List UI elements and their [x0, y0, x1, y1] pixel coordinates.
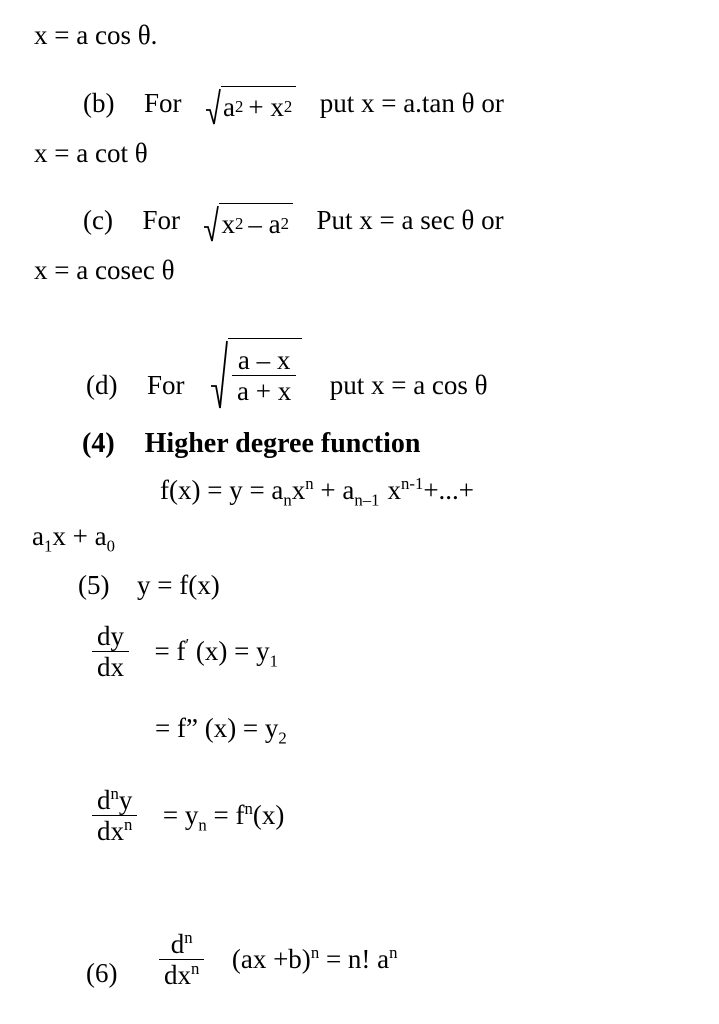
label-b: (b) [83, 88, 115, 119]
six-denominator: $dx^n$ [159, 959, 204, 989]
fraction-dn-over-dxn [159, 930, 204, 990]
radical-sign-icon [210, 338, 228, 410]
radicand-d [228, 338, 302, 410]
line-polynomial-tail: $a_1x + a_0$ [32, 521, 115, 556]
line-x-equals-a-cosec-theta: x = a cosec θ [34, 255, 175, 285]
radical-sign-icon [203, 203, 219, 243]
radicand-b: a 2 + x 2 [221, 86, 296, 126]
line-nth-derivative [92, 786, 284, 846]
line-first-derivative [92, 622, 278, 682]
label-6: (6) [86, 958, 118, 989]
text-for-b: For [143, 88, 182, 119]
nth-derivative-denominator: $dx^n$ [92, 815, 137, 845]
radical-sign-icon [205, 86, 221, 126]
line-item-b [83, 86, 504, 126]
line-x-equals-a-cos-theta: x = a cos θ. [34, 20, 158, 50]
six-rhs: (ax +b)$^n$ = n! $a^n$ [231, 943, 398, 975]
label-c: (c) [83, 205, 113, 236]
heading-higher-degree-function: Higher degree function [144, 428, 421, 459]
text-after-c: Put x = a sec θ or [316, 205, 504, 236]
sqrt-x2-minus-a2 [203, 203, 292, 243]
text-for-c: For [142, 205, 180, 236]
text-after-d: put x = a cos θ [329, 369, 488, 400]
text-for-d: For [146, 369, 185, 400]
line-second-derivative: = f” $(x) = y_2$ [155, 713, 287, 748]
nth-derivative-numerator: $d^ny$ [97, 784, 133, 815]
line-item-c [83, 203, 504, 243]
equation-y-equals-fx: y = f(x) [136, 570, 220, 600]
label-d: (d) [86, 369, 118, 400]
radicand-c: x 2 – a 2 [219, 203, 292, 243]
line-item-d [86, 338, 488, 410]
six-numerator: $d^n$ [170, 928, 193, 959]
fraction-a-minus-x-over-a-plus-x: $\frac{a - x}{a + x}$ [232, 346, 296, 406]
label-4: (4) [82, 428, 115, 459]
line-item-4-heading [82, 430, 421, 458]
line-item-6 [86, 930, 398, 990]
first-derivative-rhs: = f′ $(x) = y_1$ [154, 635, 278, 671]
line-x-equals-a-cot-theta: x = a cot θ [34, 138, 148, 168]
line-polynomial-equation: $f(x) = y = a_nx^n + a_{n-1}$ $x^{n-1}+...+$ [160, 474, 475, 510]
text-after-b: put x = a.tan θ or [319, 88, 504, 119]
fraction-dny-over-dxn [92, 786, 137, 846]
label-5: (5) [78, 570, 110, 600]
sqrt-fraction-d [210, 338, 302, 410]
sqrt-a2-plus-x2 [205, 86, 296, 126]
line-item-5 [78, 572, 220, 599]
nth-derivative-rhs: = $y_n = f^n(x)$ [162, 799, 285, 835]
fraction-dy-over-dx: $\frac{dy}{dx}$ [92, 622, 129, 682]
